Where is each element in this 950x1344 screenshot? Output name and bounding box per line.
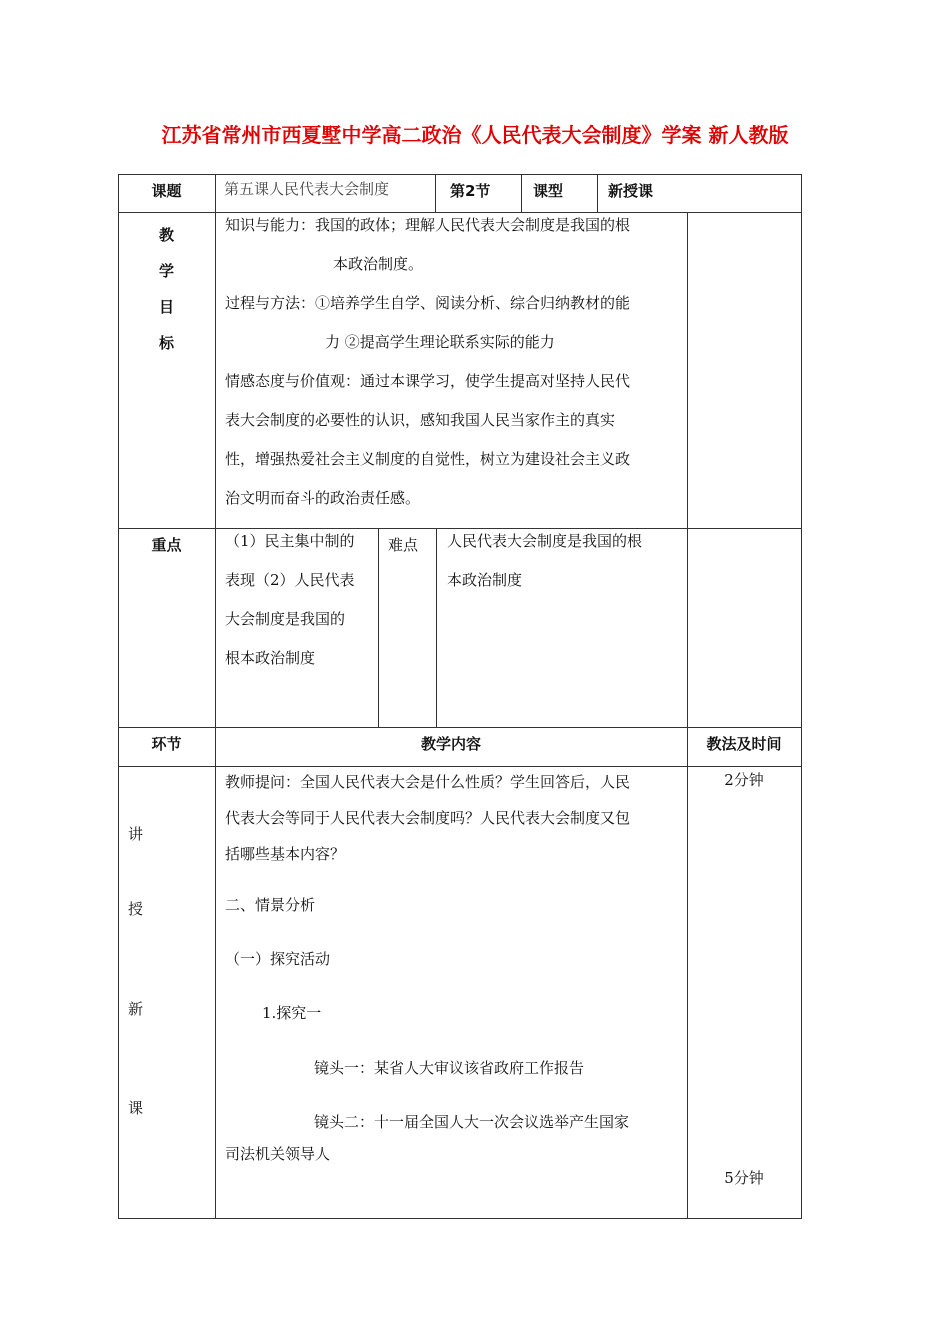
keypoint-line: （1）民主集中制的 <box>225 532 355 550</box>
time-first: 2分钟 <box>724 771 764 789</box>
goal-knowledge: 知识与能力：我国的政体；理解人民代表大会制度是我国的根 <box>225 216 631 234</box>
shot-two: 镜头二：十一届全国人大一次会议选举产生国家 <box>314 1113 630 1131</box>
lesson-type-value: 新授课 <box>608 182 654 200</box>
question-line: 代表大会等同于人民代表大会制度吗？人民代表大会制度又包 <box>225 809 631 827</box>
difficulty-label: 难点 <box>388 536 419 554</box>
stage-char: 新 <box>128 1000 144 1018</box>
stage-char: 课 <box>128 1099 144 1117</box>
goal-emotion-cont-3: 治文明而奋斗的政治责任感。 <box>225 489 421 507</box>
keypoints-content <box>225 522 377 678</box>
document-title: 江苏省常州市西夏墅中学高二政治《人民代表大会制度》学案 新人教版 <box>161 123 789 147</box>
scenario-heading: 二、情景分析 <box>225 896 316 914</box>
goals-label-char: 教 <box>158 226 174 244</box>
question-line: 括哪些基本内容？ <box>225 845 346 863</box>
goal-process: 过程与方法：①培养学生自学、阅读分析、综合归纳教材的能 <box>225 294 631 312</box>
goals-content <box>225 206 685 518</box>
method-header: 教法及时间 <box>706 735 782 753</box>
keypoints-label: 重点 <box>151 536 182 554</box>
goals-label-char: 目 <box>158 298 174 316</box>
activity-heading: （一）探究活动 <box>225 950 331 968</box>
goal-process-cont: 力 ②提高学生理论联系实际的能力 <box>325 333 555 351</box>
question-line: 教师提问：全国人民代表大会是什么性质？学生回答后，人民 <box>225 773 631 791</box>
lecture-question <box>225 764 685 872</box>
goal-knowledge-cont: 本政治制度。 <box>333 255 424 273</box>
section-number: 第2节 <box>450 182 491 200</box>
difficulty-line: 人民代表大会制度是我国的根 <box>447 532 643 550</box>
keypoint-line: 根本政治制度 <box>225 649 316 667</box>
time-second: 5分钟 <box>724 1169 764 1187</box>
stage-header: 环节 <box>151 735 182 753</box>
goal-emotion-cont-1: 表大会制度的必要性的认识，感知我国人民当家作主的真实 <box>225 411 616 429</box>
goal-emotion-cont-2: 性，增强热爱社会主义制度的自觉性，树立为建设社会主义政 <box>225 450 631 468</box>
goals-label-char: 学 <box>158 262 174 280</box>
shot-two-cont: 司法机关领导人 <box>225 1145 331 1163</box>
difficulty-line: 本政治制度 <box>447 571 523 589</box>
keypoint-line: 大会制度是我国的 <box>225 610 346 628</box>
keypoint-line: 表现（2）人民代表 <box>225 571 355 589</box>
stage-char: 授 <box>128 900 144 918</box>
lesson-type-label: 课型 <box>533 182 564 200</box>
inquiry-heading: 1.探究一 <box>262 1004 322 1022</box>
content-header: 教学内容 <box>420 735 481 753</box>
shot-one: 镜头一：某省人大审议该省政府工作报告 <box>314 1059 585 1077</box>
difficulty-content <box>447 522 687 600</box>
stage-char: 讲 <box>128 825 144 843</box>
goal-emotion: 情感态度与价值观：通过本课学习，使学生提高对坚持人民代 <box>225 372 631 390</box>
topic-value: 第五课人民代表大会制度 <box>224 180 390 198</box>
goals-label <box>118 217 215 361</box>
topic-label: 课题 <box>151 182 182 200</box>
goals-label-char: 标 <box>158 334 174 352</box>
